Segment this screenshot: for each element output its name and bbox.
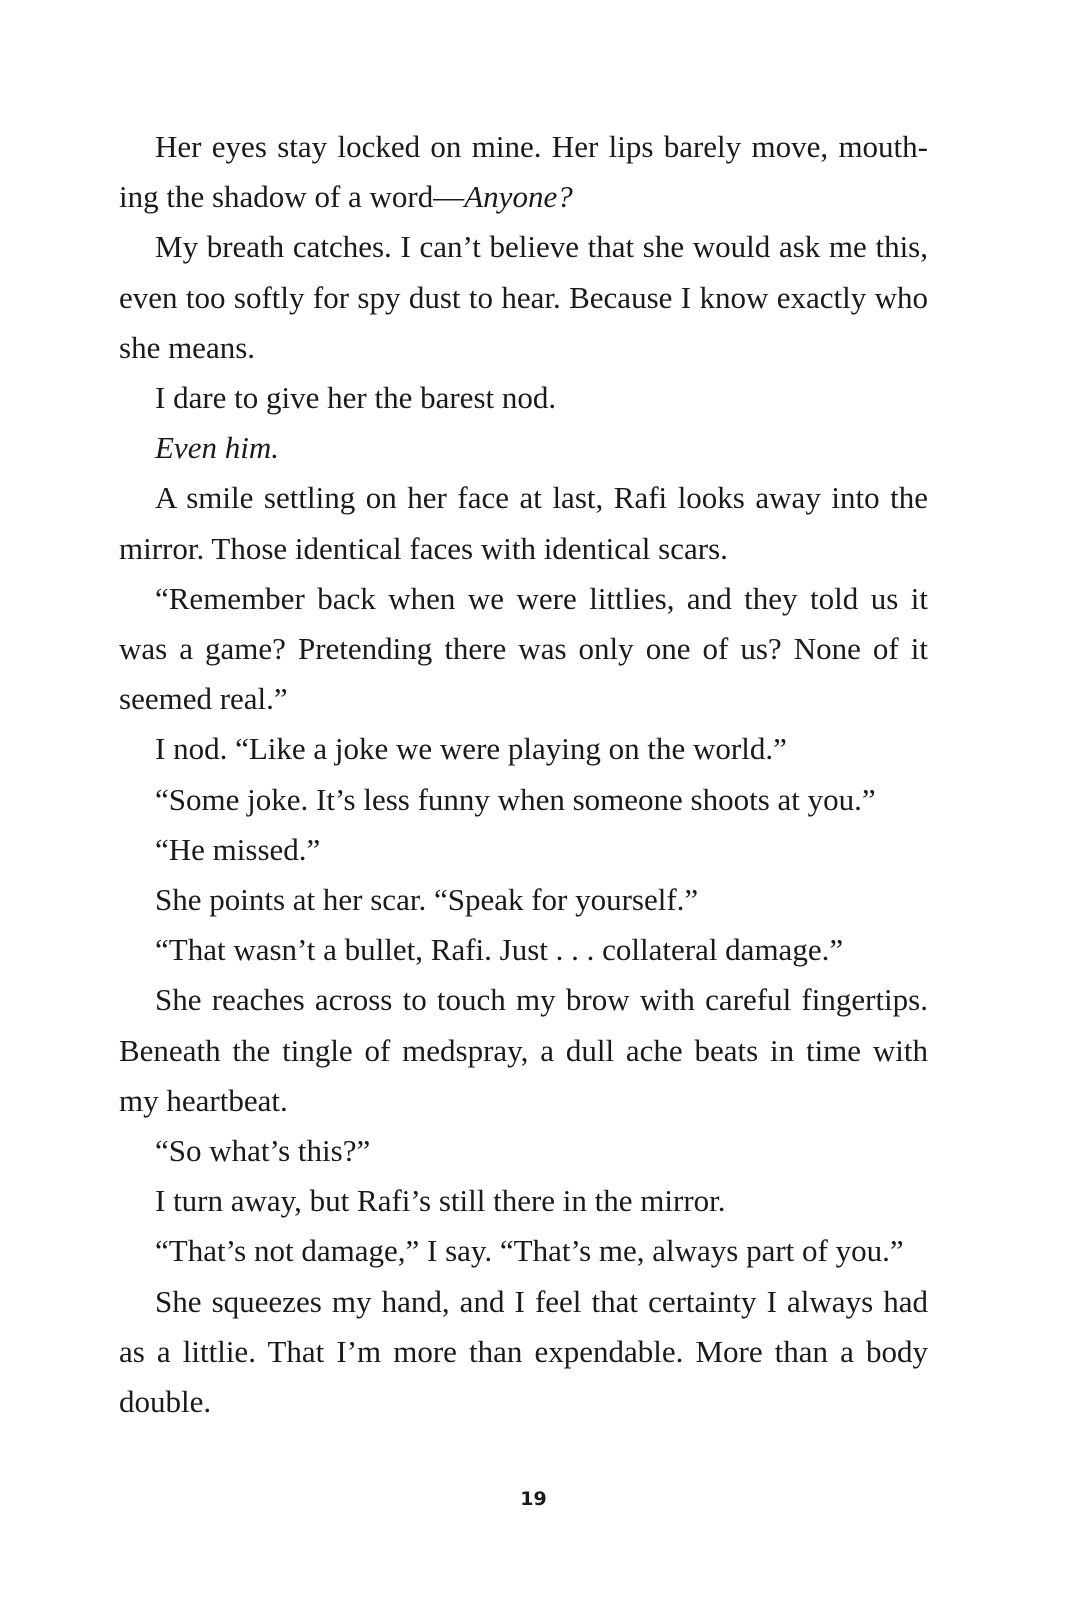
- page-number: 19: [520, 1488, 547, 1510]
- text-run: I nod. “Like a joke we were playing on the world.”: [155, 731, 787, 767]
- paragraph: [119, 975, 928, 1126]
- text-run: “That’s not damage,” I say. “That’s me, always part of you.”: [155, 1233, 904, 1269]
- paragraph: [119, 574, 928, 725]
- text-run: She squeezes my hand, and I feel that certainty I always had as a littlie. That I’m more than expendable. More than a body double.: [119, 1283, 928, 1420]
- paragraph: [119, 825, 928, 875]
- text-run: “That wasn’t a bullet, Rafi. Just . . . collateral damage.”: [155, 932, 844, 968]
- text-run: A smile settling on her face at last, Rafi looks away into the mirror. Those identical faces with identical scars.: [119, 480, 928, 566]
- text-run: “So what’s this?”: [155, 1133, 371, 1169]
- paragraph: [119, 1176, 928, 1226]
- paragraph: [119, 1126, 928, 1176]
- body-text: [119, 122, 928, 1427]
- text-run: “Remember back when we were littlies, and they told us it was a game? Pretending there was only one of us? None of it seemed real.”: [119, 580, 928, 717]
- paragraph: [119, 875, 928, 925]
- italic-text: Anyone?: [464, 179, 573, 215]
- paragraph: [119, 373, 928, 423]
- text-run: She points at her scar. “Speak for yourself.”: [155, 882, 699, 918]
- paragraph: [119, 423, 928, 473]
- text-run: “He missed.”: [155, 831, 321, 867]
- paragraph: [119, 473, 928, 573]
- text-run: Her eyes stay locked on mine. Her lips barely move, mouthing the shadow of a word—: [119, 129, 928, 215]
- paragraph: [119, 1226, 928, 1276]
- text-run: I dare to give her the barest nod.: [155, 380, 557, 416]
- paragraph: [119, 724, 928, 774]
- text-run: “Some joke. It’s less funny when someone shoots at you.”: [155, 781, 876, 817]
- paragraph: [119, 222, 928, 373]
- paragraph: [119, 925, 928, 975]
- text-run: My breath catches. I can’t believe that she would ask me this, even too softly for spy dust to hear. Because I know exactly who she means.: [119, 229, 928, 365]
- paragraph: [119, 775, 928, 825]
- text-run: She reaches across to touch my brow with careful fingertips. Beneath the tingle of medspray, a dull ache beats in time with my heartbeat.: [119, 982, 928, 1118]
- italic-text: Even him.: [155, 430, 279, 466]
- paragraph: [119, 122, 928, 222]
- text-run: I turn away, but Rafi’s still there in the mirror.: [155, 1183, 726, 1219]
- paragraph: [119, 1277, 928, 1428]
